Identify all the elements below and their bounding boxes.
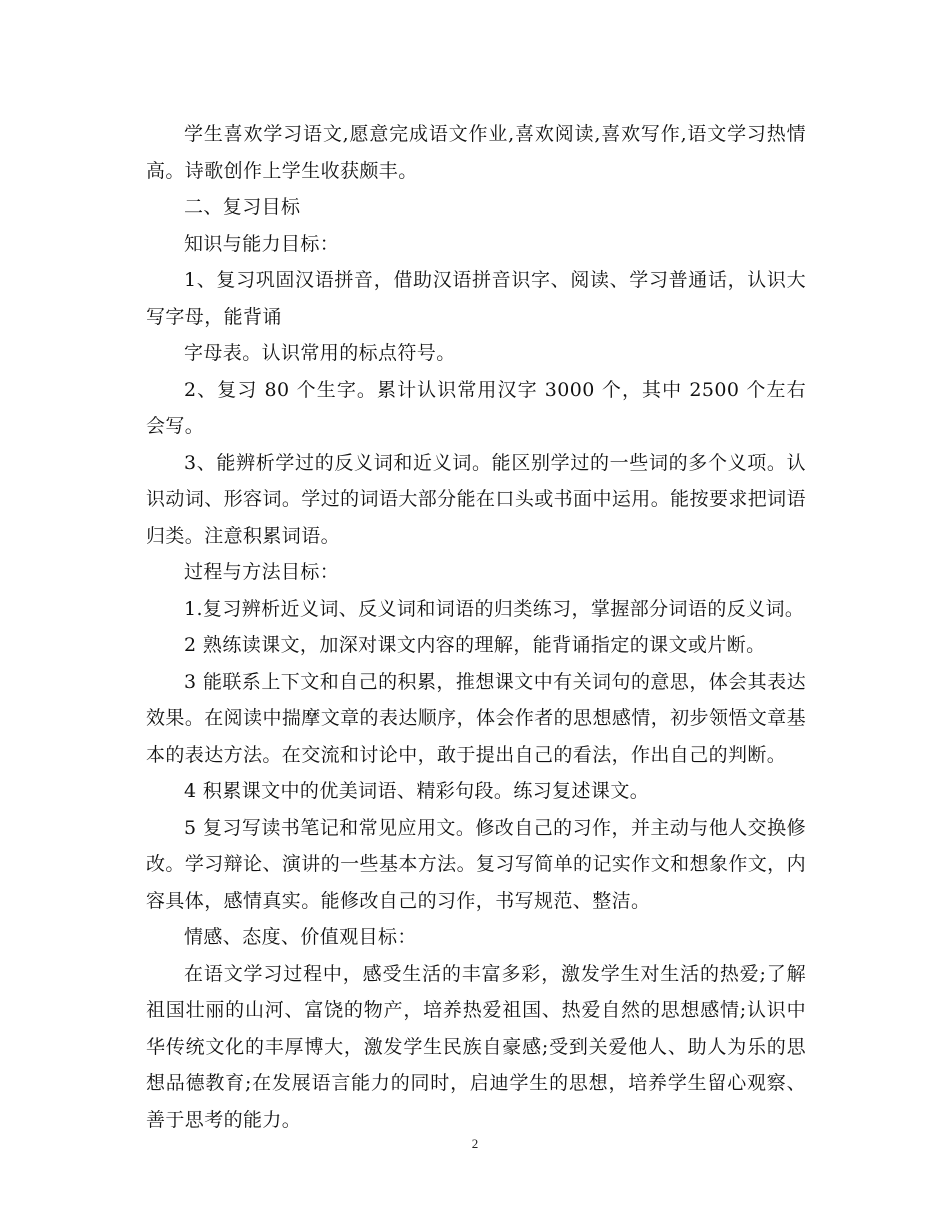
- paragraph-method-1: 1.复习辨析近义词、反义词和词语的归类练习，掌握部分词语的反义词。: [184, 597, 805, 620]
- paragraph-emotion-goals: 在语文学习过程中，感受生活的丰富多彩，激发学生对生活的热爱;了解祖国壮丽的山河、富饶的物产，培养热爱祖国、热爱自然的思想感情;认识中华传统文化的丰厚博大，激发学生民族自豪感;受到关爱他人、助人为乐的思想品德教育;在发展语言能力的同时，启迪学生的思想，培养学生留心观察、善于思考的能力。: [146, 962, 806, 1131]
- paragraph-goal-1-continued: 字母表。认识常用的标点符号。: [184, 342, 456, 364]
- heading-review-goals: 二、复习目标: [184, 196, 301, 218]
- paragraph-method-5: 5 复习写读书笔记和常见应用文。修改自己的习作，并主动与他人交换修改。学习辩论、演讲的一些基本方法。复习写简单的记实作文和想象作文，内容具体，感情真实。能修改自己的习作，书写规范、整洁。: [146, 816, 806, 912]
- heading-emotion-attitude-values: 情感、态度、价值观目标：: [184, 926, 417, 948]
- paragraph-method-4: 4 积累课文中的优美词语、精彩句段。练习复述课文。: [184, 780, 650, 802]
- heading-knowledge-ability: 知识与能力目标：: [184, 232, 340, 255]
- paragraph-method-2: 2 熟练读课文，加深对课文内容的理解，能背诵指定的课文或片断。: [184, 634, 766, 656]
- paragraph-goal-3-vocabulary: 3、能辨析学过的反义词和近义词。能区别学过的一些词的多个义项。认识动词、形容词。学过的词语大部分能在口头或书面中运用。能按要求把词语归类。注意积累词语。: [146, 451, 806, 547]
- page-number: 2: [471, 1136, 479, 1151]
- paragraph-student-interest: 学生喜欢学习语文,愿意完成语文作业,喜欢阅读,喜欢写作,语文学习热情高。诗歌创作上学生收获颇丰。: [146, 123, 806, 182]
- document-body: [146, 116, 806, 1138]
- paragraph-method-3: 3 能联系上下文和自己的积累，推想课文中有关词句的意思，体会其表达效果。在阅读中揣摩文章的表达顺序，体会作者的思想感情，初步领悟文章基本的表达方法。在交流和讨论中，敢于提出自己的看法，作出自己的判断。: [146, 670, 806, 766]
- paragraph-goal-1-pinyin: 1、复习巩固汉语拼音，借助汉语拼音识字、阅读、学习普通话，认识大写字母，能背诵: [146, 269, 806, 328]
- paragraph-goal-2-characters: 2、复习 80 个生字。累计认识常用汉字 3000 个，其中 2500 个左右会写。: [146, 378, 806, 437]
- heading-process-method: 过程与方法目标：: [184, 561, 340, 583]
